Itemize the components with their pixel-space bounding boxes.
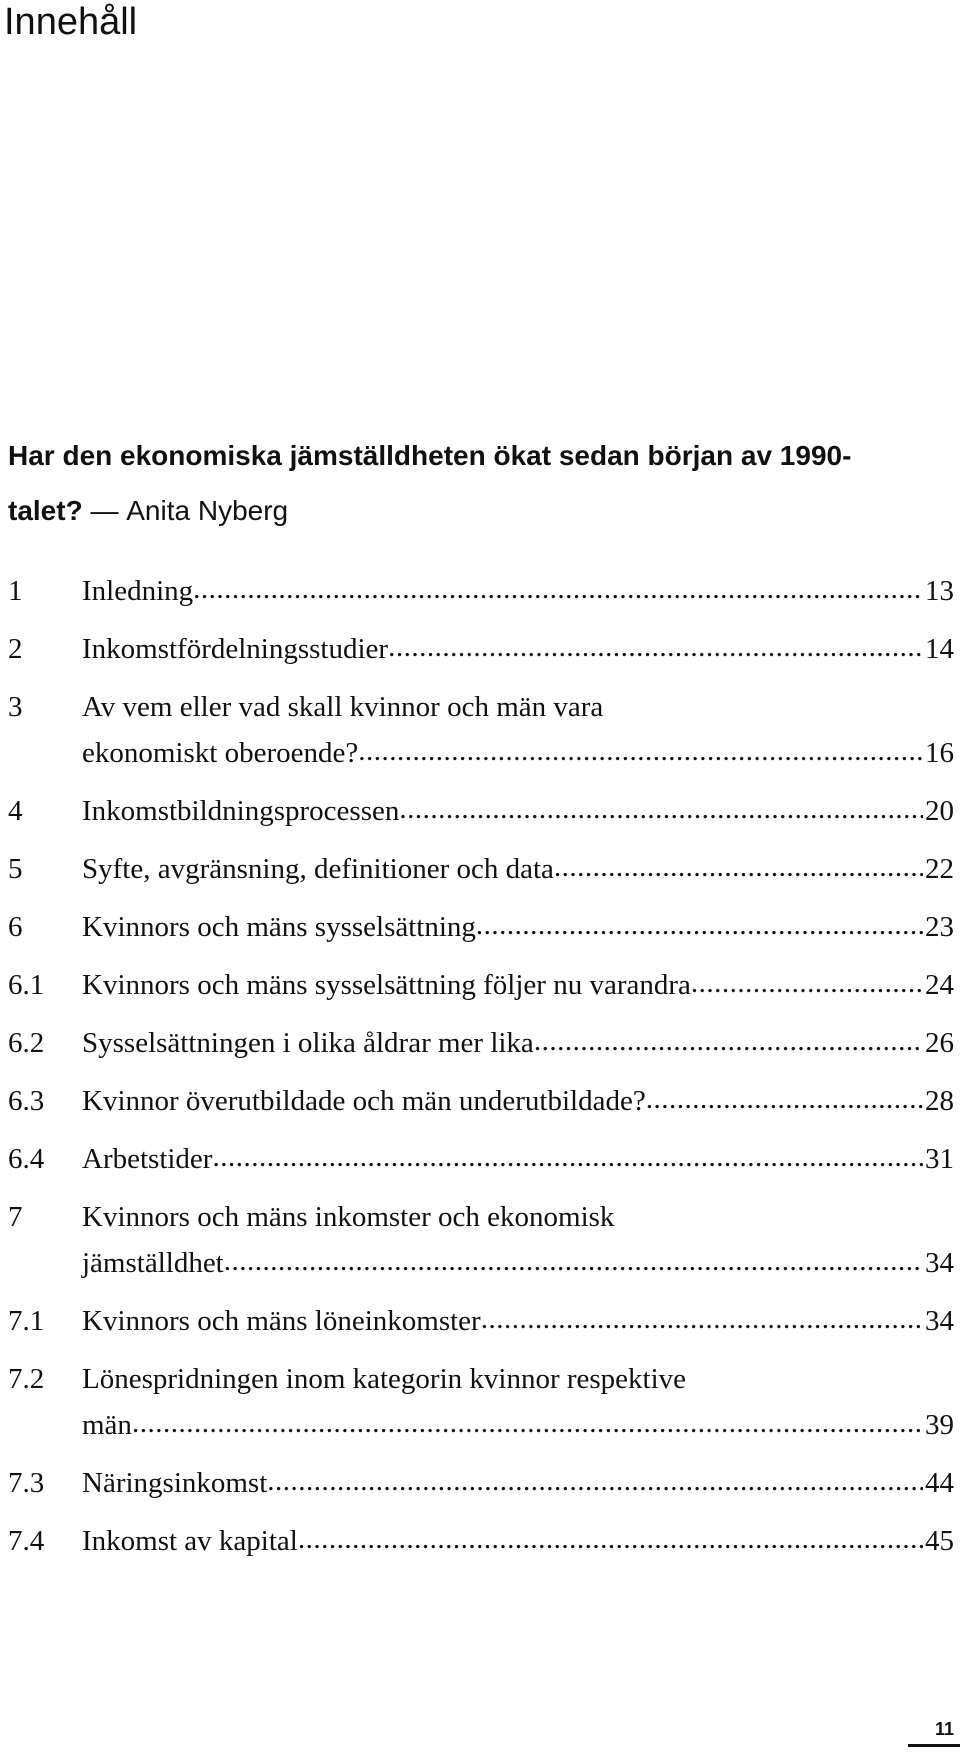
toc-entry[interactable] — [8, 626, 954, 672]
table-of-contents — [8, 568, 954, 1576]
toc-entry-content — [82, 788, 954, 834]
toc-entry-line — [82, 1402, 954, 1448]
toc-entry-line — [82, 1194, 954, 1240]
toc-entry-page: 34 — [925, 1247, 954, 1279]
toc-entry-page: 34 — [925, 1305, 954, 1337]
toc-entry-content — [82, 846, 954, 892]
toc-entry-page: 28 — [925, 1085, 954, 1117]
toc-entry-number: 7.3 — [8, 1467, 45, 1499]
toc-entry[interactable] — [8, 1020, 954, 1066]
toc-entry-page: 14 — [925, 633, 954, 665]
toc-entry-content — [82, 1356, 954, 1448]
toc-entry-title: Lönespridningen inom kategorin kvinnor respektive — [82, 1363, 687, 1395]
toc-entry-title: Inkomstbildningsprocessen — [82, 795, 400, 827]
toc-entry-line — [82, 1298, 954, 1344]
toc-entry-line — [82, 1136, 954, 1182]
toc-entry-content — [82, 1298, 954, 1344]
toc-entry-title: Inledning — [82, 575, 194, 607]
toc-entry-line — [82, 904, 954, 950]
toc-entry-line — [82, 684, 954, 730]
toc-entry-title: Kvinnors och mäns inkomster och ekonomisk — [82, 1201, 615, 1233]
toc-dot-leader — [481, 1296, 923, 1342]
toc-dot-leader — [267, 1458, 923, 1504]
page-number: 11 — [934, 1719, 954, 1739]
toc-entry-content — [82, 962, 954, 1008]
toc-entry-page: 24 — [925, 969, 954, 1001]
toc-entry-number: 7 — [8, 1201, 23, 1233]
toc-entry-page: 20 — [925, 795, 954, 827]
toc-dot-leader — [534, 1018, 923, 1064]
toc-entry[interactable] — [8, 962, 954, 1008]
toc-entry-page: 26 — [925, 1027, 954, 1059]
toc-entry[interactable] — [8, 788, 954, 834]
toc-entry-line — [82, 1518, 954, 1564]
toc-entry-title: jämställdhet — [82, 1247, 224, 1279]
toc-entry-page: 16 — [925, 737, 954, 769]
toc-entry-title: ekonomiskt oberoende? — [82, 737, 359, 769]
toc-entry-number: 7.4 — [8, 1525, 45, 1557]
toc-entry-line — [82, 1356, 954, 1402]
toc-entry-content — [82, 1078, 954, 1124]
toc-entry-number: 1 — [8, 575, 23, 607]
toc-entry-number: 3 — [8, 691, 23, 723]
toc-entry-content — [82, 1518, 954, 1564]
toc-entry-title: Kvinnors och mäns löneinkomster — [82, 1305, 481, 1337]
toc-entry-page: 23 — [925, 911, 954, 943]
toc-entry-content — [82, 626, 954, 672]
toc-entry-page: 13 — [925, 575, 954, 607]
toc-entry-line — [82, 962, 954, 1008]
toc-entry[interactable] — [8, 1460, 954, 1506]
toc-entry-number: 6.3 — [8, 1085, 45, 1117]
toc-entry-content — [82, 904, 954, 950]
toc-dot-leader — [399, 786, 923, 832]
toc-entry-content — [82, 1136, 954, 1182]
toc-entry-page: 31 — [925, 1143, 954, 1175]
toc-entry-title: Kvinnors och mäns sysselsättning — [82, 911, 476, 943]
toc-entry-content — [82, 568, 954, 614]
toc-entry-number: 7.2 — [8, 1363, 45, 1395]
toc-entry-line — [82, 1020, 954, 1066]
article-title-text: Har den ekonomiska jämställdheten ökat sedan början av 1990-talet? — [8, 440, 852, 526]
toc-entry-number: 7.1 — [8, 1305, 45, 1337]
toc-entry[interactable] — [8, 1298, 954, 1344]
toc-entry-content — [82, 1194, 954, 1286]
toc-entry-title: Av vem eller vad skall kvinnor och män vara — [82, 691, 604, 723]
toc-entry-line — [82, 1460, 954, 1506]
toc-entry[interactable] — [8, 1194, 954, 1286]
toc-entry-page: 22 — [925, 853, 954, 885]
toc-entry-number: 6 — [8, 911, 23, 943]
toc-dot-leader — [193, 566, 923, 612]
toc-dot-leader — [212, 1134, 923, 1180]
toc-entry[interactable] — [8, 846, 954, 892]
toc-entry-title: Inkomstfördelningsstudier — [82, 633, 389, 665]
toc-dot-leader — [298, 1516, 923, 1562]
toc-entry-line — [82, 1078, 954, 1124]
toc-entry-title: Sysselsättningen i olika åldrar mer lika — [82, 1027, 534, 1059]
article-title — [8, 428, 908, 538]
toc-entry-title: män — [82, 1409, 132, 1441]
toc-entry-line — [82, 1240, 954, 1286]
toc-dot-leader — [388, 624, 923, 670]
toc-dot-leader — [132, 1400, 923, 1446]
toc-entry-content — [82, 1020, 954, 1066]
page-heading: Innehåll — [4, 1, 138, 43]
toc-entry-title: Inkomst av kapital — [82, 1525, 298, 1557]
toc-entry-number: 5 — [8, 853, 23, 885]
toc-entry-title: Näringsinkomst — [82, 1467, 268, 1499]
toc-entry-number: 6.4 — [8, 1143, 45, 1175]
article-author: Anita Nyberg — [126, 495, 289, 526]
toc-dot-leader — [358, 728, 923, 774]
toc-entry-line — [82, 846, 954, 892]
toc-entry[interactable] — [8, 568, 954, 614]
toc-entry-line — [82, 626, 954, 672]
toc-dot-leader — [691, 960, 923, 1006]
toc-entry-page: 44 — [925, 1467, 954, 1499]
toc-entry-number: 4 — [8, 795, 23, 827]
toc-entry[interactable] — [8, 1078, 954, 1124]
toc-entry-line — [82, 730, 954, 776]
toc-entry-title: Arbetstider — [82, 1143, 213, 1175]
toc-entry-content — [82, 684, 954, 776]
toc-entry-content — [82, 1460, 954, 1506]
toc-entry-line — [82, 788, 954, 834]
toc-entry-page: 39 — [925, 1409, 954, 1441]
toc-entry-page: 45 — [925, 1525, 954, 1557]
toc-entry-line — [82, 568, 954, 614]
toc-entry-title: Syfte, avgränsning, definitioner och data — [82, 853, 554, 885]
toc-entry-title: Kvinnors och mäns sysselsättning följer nu varandra — [82, 969, 691, 1001]
toc-entry-number: 2 — [8, 633, 23, 665]
toc-entry[interactable] — [8, 1136, 954, 1182]
toc-entry[interactable] — [8, 1518, 954, 1564]
toc-dot-leader — [646, 1076, 923, 1122]
toc-entry-title: Kvinnor överutbildade och män underutbildade? — [82, 1085, 646, 1117]
page-number-rule — [908, 1744, 960, 1747]
toc-dot-leader — [476, 902, 923, 948]
toc-entry[interactable] — [8, 1356, 954, 1448]
toc-entry[interactable] — [8, 684, 954, 776]
toc-entry[interactable] — [8, 904, 954, 950]
article-title-dash: — — [90, 495, 119, 526]
toc-dot-leader — [224, 1238, 923, 1284]
toc-dot-leader — [554, 844, 923, 890]
toc-entry-number: 6.1 — [8, 969, 45, 1001]
toc-entry-number: 6.2 — [8, 1027, 45, 1059]
